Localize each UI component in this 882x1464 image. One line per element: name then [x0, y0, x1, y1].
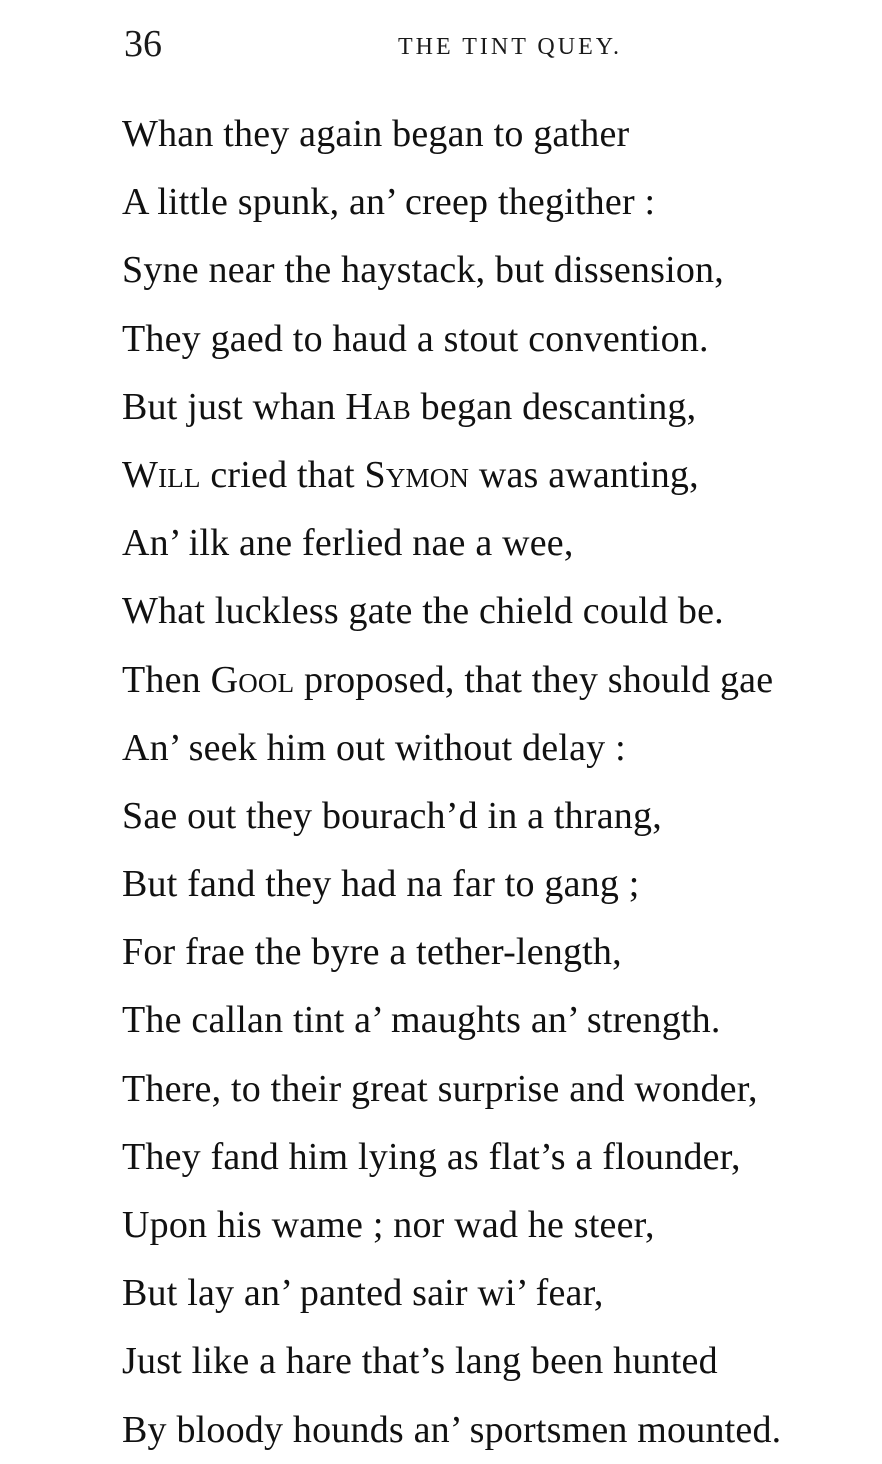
verse-line: For frae the byre a tether-length,	[122, 931, 622, 974]
running-head: THE TINT QUEY.	[398, 34, 622, 60]
verse-line: Whan they again began to gather	[122, 113, 630, 155]
verse-line: But fand they had na far to gang ;	[122, 863, 640, 906]
verse-line: Upon his wame ; nor wad he steer,	[122, 1204, 655, 1246]
poem-verse	[122, 100, 842, 1464]
character-name-will: Will	[122, 453, 201, 496]
verse-line: What luckless gate the chield could be.	[122, 590, 724, 633]
page-number: 36	[124, 23, 162, 65]
character-name-symon: Symon	[364, 453, 470, 496]
verse-line: They gaed to haud a stout convention.	[122, 317, 709, 360]
verse-line: But lay an’ panted sair wi’ fear,	[122, 1272, 604, 1315]
verse-line: They fand him lying as flat’s a flounder,	[122, 1135, 741, 1178]
verse-line	[122, 373, 842, 441]
verse-line: By bloody hounds an’ sportsmen mounted.	[122, 1408, 782, 1451]
verse-line: Syne near the haystack, but dissension,	[122, 249, 724, 292]
verse-line: An’ ilk ane ferlied nae a wee,	[122, 522, 574, 565]
verse-text: Then	[122, 658, 211, 701]
verse-text: cried that	[200, 453, 365, 496]
character-name-hab: Hab	[345, 385, 411, 428]
verse-line	[122, 646, 842, 714]
verse-line: Just like a hare that’s lang been hunted	[122, 1340, 718, 1383]
verse-line: An’ seek him out without delay :	[122, 726, 626, 769]
verse-line	[122, 441, 842, 509]
verse-line: A little spunk, an’ creep thegither :	[122, 181, 656, 224]
verse-line: There, to their great surprise and wonder,	[122, 1067, 758, 1110]
character-name-gool: Gool	[210, 658, 295, 701]
verse-line: The callan tint a’ maughts an’ strength.	[122, 999, 721, 1042]
verse-text: But just whan	[122, 385, 346, 428]
verse-text: proposed, that they should gae	[294, 658, 774, 701]
verse-text: began descanting,	[410, 385, 697, 428]
verse-line: Sae out they bourach’d in a thrang,	[122, 794, 662, 837]
verse-text: was awanting,	[469, 453, 699, 496]
